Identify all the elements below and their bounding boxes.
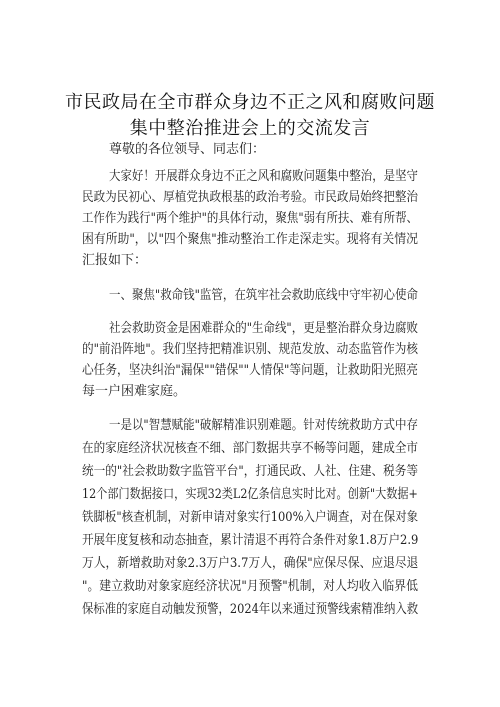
paragraph-3-line-3: 心任务，坚决纠治"漏保""错保""人情保"等问题，让救助阳光照亮 <box>82 363 418 378</box>
paragraph-3-line-2: 的"前沿阵地"。我们坚持把精准识别、规范发放、动态监管作为核 <box>82 342 418 357</box>
paragraph-4-line-8: "。建立救助对象家庭经济状况"月预警"机制，对人均收入临界低 <box>82 579 418 594</box>
paragraph-1-line-2: 民政为民初心、厚植党执政根基的政治考验。市民政局始终把整治 <box>82 190 419 205</box>
paragraph-3-line-1: 社会救助资金是困难群众的"生命线"，更是整治群众身边腐败 <box>109 321 418 336</box>
paragraph-4-line-2: 在的家庭经济状况核查不细、部门数据共享不畅等问题，建成全市 <box>82 441 419 456</box>
section-heading-1: 一、聚焦"救命钱"监管，在筑牢社会救助底线中守牢初心使命 <box>109 288 418 303</box>
paragraph-4-line-7: 万人，新增救助对象2.3万户3.7万人，确保"应保尽保、应退尽退 <box>82 556 419 571</box>
paragraph-4-line-1: 一是以"智慧赋能"破解精准识别难题。针对传统救助方式中存 <box>109 418 418 433</box>
document-title-line-2: 集中整治推进会上的交流发言 <box>129 118 371 139</box>
paragraph-1-line-4: 困有所助"，以"四个聚焦"推动整治工作走深走实。现将有关情况 <box>82 232 418 247</box>
paragraph-1-line-3: 工作作为践行"两个维护"的具体行动，聚焦"弱有所扶、难有所帮、 <box>82 211 418 226</box>
paragraph-4-line-3: 统一的"社会救助数字监管平台"，打通民政、人社、住建、税务等 <box>82 464 418 479</box>
paragraph-3-line-4: 每一户困难家庭。 <box>82 384 187 399</box>
paragraph-1-line-1: 大家好！开展群众身边不正之风和腐败问题集中整治，是坚守 <box>109 169 419 184</box>
document-title-line-1: 市民政局在全市群众身边不正之风和腐败问题 <box>65 92 435 113</box>
paragraph-4-line-9: 保标准的家庭自动触发预警，2024年以来通过预警线索精准纳入救 <box>82 602 419 617</box>
salutation: 尊敬的各位领导、同志们： <box>109 142 266 157</box>
paragraph-4-line-4: 12个部门数据接口，实现32类L2亿条信息实时比对。创新"大数据+ <box>82 487 418 502</box>
paragraph-1-line-5: 汇报如下： <box>82 253 148 268</box>
paragraph-4-line-5: 铁脚板"核查机制，对新申请对象实行100%入户调查，对在保对象 <box>82 510 419 525</box>
paragraph-4-line-6: 开展年度复核和动态抽查，累计清退不再符合条件对象1.8万户2.9 <box>82 533 419 548</box>
